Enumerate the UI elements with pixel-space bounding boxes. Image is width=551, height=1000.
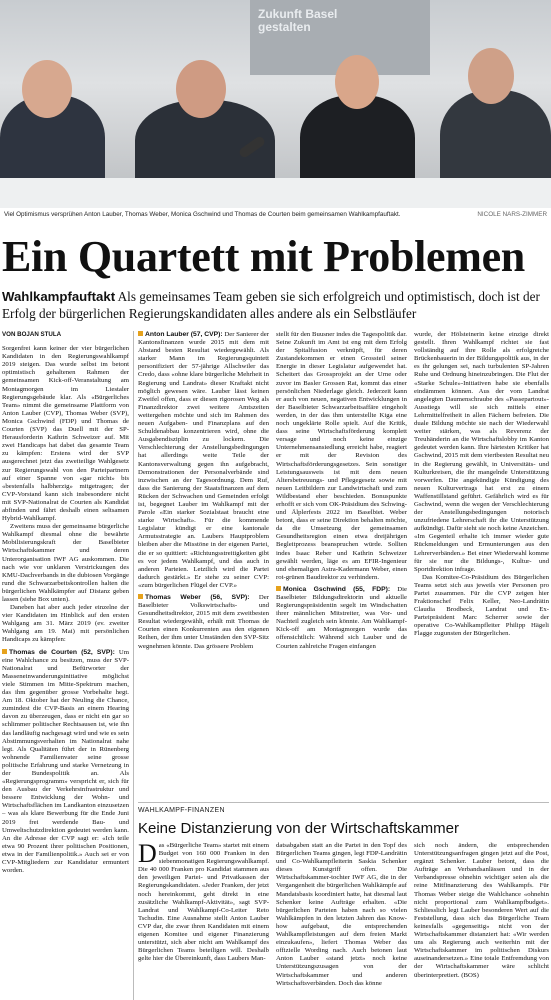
box-column-2 [276, 842, 407, 1000]
box-col3-paragraph [414, 842, 549, 980]
article-headline: Ein Quartett mit Problemen [2, 232, 525, 281]
box-col1-paragraph [138, 842, 269, 963]
candidate-name-lauber: Anton Lauber (57, CVP): [145, 331, 223, 338]
candidate-name-gschwind: Monica Gschwind (55, FDP): [283, 585, 391, 593]
candidate-name-weber: Thomas Weber (56, SVP): [145, 594, 250, 601]
lead-label: Wahlkampfauftakt [2, 289, 116, 304]
box-dropcap: D [138, 842, 157, 868]
photo-credit: NICOLE NARS-ZIMMER [477, 211, 547, 218]
photo-table [0, 178, 551, 208]
col3-paragraph-2 [276, 586, 407, 651]
column-1 [2, 331, 129, 1000]
photo-person-weber-head [176, 60, 226, 118]
caption-text: Viel Optimismus versprühen Anton Lauber, Thomas Weber, Monica Gschwind und Thomas de Courten beim gemeinsamen Wahlkampfauftakt. [4, 211, 401, 218]
byline: VON BOJAN STULA [2, 331, 62, 338]
column-divider [133, 331, 134, 1000]
box-col2-text: datsabgaben statt an die Partei in den Topf des Bürgerlichen Teams gingen, legt FDP-Landrätin und Co-Wahlkampfleiterin Saskia Schenker dieses Kunstgriff offen. Die Wirtschaftskammer-tochter IWF AG, die in der Vergangenheit die bürgerlichen Wahlkämpfe auf Mandatsbasis koordiniert hatte, hat diesmal laut Schenker keine Aufträge erhalten. «Die bürgerlichen Parteien haben nach so vielen Wahlkämpfen in den letzten Jahren das Know-how aufgebaut, die entsprechenden Wahlkampfleistungen auf dem freien Markt einzukaufen», liefert Thomas Weber das offizielle Wording nach. Auch betonen laut Anton Lauber «stand jetzt» noch keine Unterstützungszusagen von der Wirtschaftskammer und anderen Wirtschaftsverbänden. Doch das könne [276, 842, 407, 987]
box-signature: (BOS) [461, 971, 479, 979]
col2-paragraph-2-text: Der Baselbieter Volkswirtschafts- und Gesundheitsdirektor, 2015 mit dem zweitbesten Resultat wiedergewählt, erhält mit Thomas de Courten einen Konkurrenten aus den eigenen Reihen, der ihm unter Umständen den SVP-Sitz wegnehmen könnte. Das grössere Problem [138, 594, 269, 650]
col4-paragraph-2: Das Komitee-Co-Präsidium des Bürgerlichen Teams setzt sich aus jeweils vier Personen pro Partei zusammen. Für die CVP zeigen hier Fraktionschef Felix Keller, Neo-Landrätin Claudia Brodbeck, Landrat und Ex-Parteipräsident Marc Scherrer sowie der operative Co-Wahlkampfleiter Philipp Hägeli Flagge zugunsten der Bürgerlichen. [414, 573, 549, 638]
box-top-rule [138, 802, 549, 803]
col1-paragraph-1: Sorgenfrei kann keiner der vier bürgerlichen Kandidaten in den Regierungswahlkampf 2019 steigen. Das wurde selbst im betont optimistisch gehaltenen Rahmen der gemeinsamen Kick-off-Veranstaltung am Montagmorgen im Liestaler Regierungsgebäude klar. Als «Bürgerliches Team» nimmt die gemeinsame Plattform von Anton Lauber (CVP), Thomas Weber (SVP), Monica Gschwind (FDP) und Thomas de Courten (SVP) das Duell mit der SP-Herausforderin Kathrin Schweizer auf. Mit zwei Handicaps hat dabei das gesamte Team zu kämpfen: Erstens wird der SVP ausgerechnet jetzt das zweiteilige Wahlgesetz zur Regierungswahl von den Parteipartnern auf einer Spanne von «gar nicht» bis «bestenfalls halbherzig» mitgetragen; der CVP-Vorstand kann sich insbesondere nicht mit SVP-Nationalrat de Courten als Kandidat abfinden und fährt deshalb einen seltsamen Hybrid-Wahlkampf. [2, 345, 129, 523]
col2-paragraph-1-text: Der Sanierer der Kantonsfinanzen wurde 2015 mit dem mit Abstand besten Resultat wiedergewählt. Als starker Mann im Regierungsquintett personifiziert der 57-jährige Allschwiler das Credo, dass «ohne klare bürgerliche Mehrheit in Regierung und Landrat» dieser Kraftakt nicht möglich gewesen wäre. Lauber lässt keinen Zweifel offen, dass er diesen rigorosen Weg als Finanzdirektor zwei weitere Amtszeiten weitergehen möchte und sich im Rahmen des neuen Aufgaben- und Finanzplans auf den Schuldenabbau konzentrieren wird, ohne die Ausgabendisziplin zu lockern. Die Verschlechterung der Anstellungsbedingungen hat allerdings weite Teile der Kantonsverwaltung gegen ihn aufgebracht, Demonstrationen der Personalverbände sind inzwischen an der Tagesordnung. Dem Ruf, dass die Sanierung der Staatsfinanzen auf dem Rücken der Schwachen und Gemeinden erfolgt ist, begegnet Lauber im Wahlkampf mit der Parole «Ein starker Sozialstaat braucht eine starke Wirtschaft». Für die kommende Legislatur kündigt er eine kantonale Armutsstrategie an. Laubers Hauptproblem bleiben aber die Misstöne in der eigenen Partei, die er so quittiert: «Richtungsstreitigkeiten gibt es vor jedem Wahlkampf, und das auch in anderen Parteien. Letztlich wird die Partei dadurch gestärkt.» Er stehe zu seiner CVP: «zum bürgerlichen Flügel der CVP.» [138, 331, 269, 589]
candidate-name-decourten: Thomas de Courten (52, SVP): [9, 648, 115, 656]
col3-paragraph-2-text: Die Baselbieter Bildungsdirektorin und aktuelle Regierungspräsidentin segelt im Windschatten ihrer männlichen Mitstreiter, was Vor- und Nachteil zugleich sein könnte. Am Wahlkampf-Kick-off am Montagmorgen wurde das offensichtlich: Während sich Lauber und de Courten zahlreiche Fragen einfangen [276, 585, 407, 650]
box-kicker: WAHLKAMPF-FINANZEN [138, 807, 225, 814]
col1-paragraph-3: Daneben hat aber auch jeder einzelne der vier Kandidaten im Hinblick auf den ersten Wahlgang am 31. März 2019 (ev. zweiter Wahlgang am 19. Mai) mit persönlichen Handicaps zu kämpfen: [2, 604, 129, 644]
photo-person-decourten [440, 90, 551, 190]
bullet-square [138, 594, 143, 599]
box-column-3 [414, 842, 549, 1000]
photo-person-gschwind-head [335, 55, 379, 109]
photo-person-lauber-head [22, 60, 72, 118]
bullet-square [2, 649, 7, 654]
article-lead [2, 289, 549, 322]
column-4 [414, 331, 549, 799]
box-headline: Keine Distanzierung von der Wirtschaftskammer [138, 820, 459, 837]
article-photo [0, 0, 551, 208]
col4-paragraph-1: wurde, der Hölsteinerin keine einzige direkt gestellt. Ihren Wahlkampf richtet sie fast vollständig auf ihre Rolle als erfolgreiche Brückenbauerin in der Bildungspolitik aus, in der es ihr gelungen sei, nach turbulenten SP-Jahren Ruhe und Ordnung hineinzubringen. Die Flut der «Starke Schule»-Initiativen habe sie ebenfalls eindämmen können. Aus der vom Landrat angelegten Daumenschraube des «Passepartout»-Ausstiegs will sie sich mittels einer Lehrmittelfreiheit in allen Fächern befreien. Die duale Bildung möchte sie nach der Wiederwahl weiter stärken, was als Reverenz der Treuhänderin an die Wirtschaftslobby im Kanton gedeutet werden kann. Ihre härtesten Kritiker hat Gschwind, 2015 mit dem viertbesten Resultat neu in die Regierung gewählt, in Universitäts- und Kulturkreisen, die ihr mangelnde Unterstützung vorwerfen. Die angekündigte Kündigung des neuen Kulturvertrags hat erst zu einem Waffenstillstand geführt. Gefährlich wird es für Gschwind, wenn die wegen der Verschlechterung der Anstellungsbedingungen notorisch unzufriedene Lehrerschaft ihr die Unterstützung aufkündigt. Dafür sieht sie noch keine Anzeichen. «Im Gegenteil erhalte ich immer wieder gute Rückmeldungen und Ermunterungen aus den Lehrerverbänden.» Bei einer Wiederwahl komme für sie nur die Bildungs-, Kultur- und Sportdirektion infrage. [414, 331, 549, 573]
bullet-square [276, 586, 281, 591]
col3-paragraph-1: stellt für den Buusner indes die Tagespolitik dar. Seine Zukunft im Amt ist eng mit dem Erfolg der Spitalfusion verknüpft, für deren Zustandekommen er einen Grossteil seiner Energie in dieser Legislatur aufgewendet hat. Scheitert das Grossprojekt an der Urne oder zuvor im Basler Grossen Rat, kommt das einer persönlichen Niederlage gleich. Jederzeit kann er auch von neuen, negativen Entwicklungen in der Baselbieter Schwarzarbeitsaffäre eingeholt werden, in der das ihm unterstellte Kiga eine noch ungeklärte Rolle spielt. Auf die Kritik, dass seine Wirtschaftsförderung komplett versage und noch keine einzige Unternehmensansiedlung erreicht habe, reagiert er mit der Revision des Wirtschaftsförderungsgesetzes. Sein sonstiger Leistungsausweis ist mit dem neuen Altersbetreuungs- und Pflegegesetz sowie mit neuen Leitbildern zur Landwirtschaft und zum Wildbestand eher beschieden. Bonuspunkte erhofft er sich vom OK-Präsidium des Schwing- und Älplerfests 2022 im Baselbiet. Weber betont, dass er seine Direktion behalten möchte, da die Umsetzung der gemeinsamen Gesundheitsregion einen etwa dreijährigen Begleitprozess beanspruchen würde. Sollten indes Isaac Reber und Kathrin Schweizer gewählt werden, läge es am EFIR-Ingenieur und ehemaligen Astra-Kadermann Weber, einen rot-grünen Baudirektor zu verhindern. [276, 331, 407, 581]
photo-person-decourten-head [468, 48, 514, 104]
lead-text: Als gemeinsames Team geben sie sich erfolgreich und optimistisch, doch ist der Erfolg der bürgerlichen Regierungskandidaten alles andere als ein Selbstläufer [2, 289, 540, 321]
box-col3-text: sich noch ändern, die entsprechenden Unterstützungsanfragen gingen jetzt auf die Post, ergänzt Schenker. Lauber betont, dass die Aufträge an Verbandsanlässen und in der Verbandspresse ohnehin wichtiger seien als die reine Mitfinanzierung des Wahlkampfs. Für Thomas Weber steige die Wahlchance «ohnehin nicht proportional zum Wahlkampfbudget». Schliesslich legt Lauber besonderen Wert auf die Feststellung, dass sich das Bürgerliche Team keinesfalls «gegenseitig» nicht von der Wirtschaftskammer distanziert hat: «Wir werden uns als Regierung auch weiterhin mit der Wirtschaftskammer im politischen Diskurs auseinandersetzen.» Eine totale Entfremdung von der Wirtschaftskammer wäre schlicht überinterpretiert. [414, 842, 549, 979]
col1-paragraph-4-text: Um eine Wahlchance zu besitzen, muss der SVP-Nationalrat und Befürworter der Masseneinwanderungsinitiative möglichst viele Stimmen im Mitte-Spektrum machen, das ihm gegenüber grosse Vorbehalte hegt. Am 18. Oktober hat der Neuling die Chance, zumindest die CVP-Basis an einem Hearing davon zu überzeugen, dass er nicht ein gar so schlimmer politischer Rechtsausen ist, wie ihn das landläufig nachgesagt wird und wie es sein Abstimmungsverhalten im Nationalrat nahe legt. Als Qualitäten führt der in Rünenberg wohnende Familienvater seine grosse politische Erfahrung und starke Vernetzung in der Bundespolitik an. Als «Regierungsprogramm» verspricht er, sich für den Ausbau der Verkehrsinfrastruktur und bessere Entwicklung der Wohn- und Wirtschaftsflächen im Landkanton einzusetzen – was als klare Bewerbung für die Ende Juni 2019 frei werdende Bau- und Umweltschutzdirektion gedeutet werden kann. An die Adresse der CVP sagt er: «Ich teile etwa 90 Prozent ihrer politischen Positionen, etwa in der Familienpolitik.» Auch sei er von CVP-Mitgliedern zur Kandidatur ermuntert worden. [2, 648, 129, 875]
col2-paragraph-2 [138, 594, 269, 651]
photo-banner-text: Zukunft Basel gestalten [258, 7, 338, 34]
box-col1-text: as «Bürgerliche Team» startet mit einem Budget von 160 000 Franken in den siebenmonatigen Regierungswahlkampf. Die 40 000 Franken pro Kandidat stammen aus den jeweiligen Partei- und Privatkassen der Regierungskandidaten. «Jeder Franken, der jetzt noch hereinkommt, geht direkt in eine zusätzliche Wahlkampf-Aktivität», sagt SVP-Landrat und Wahlkampf-Co-Leiter Reto Tschudin. Eine Ausnahme stellt Anton Lauber CVP dar, die zwar ihren Kandidaten mit einem eigenen Komitee und eigener Finanzierung unterstützt, sich aber nicht am Wahlkampf des Bürgerlichen Teams beteiligen will. Deshalb gelte hier die Übereinkunft, dass Laubers Man- [138, 842, 269, 963]
column-3 [276, 331, 407, 799]
photo-caption [4, 211, 549, 218]
col1-paragraph-4 [2, 649, 129, 876]
bullet-square [138, 331, 143, 336]
col1-paragraph-2: Zweitens muss der gemeinsame bürgerliche Wahlkampf diesmal ohne die bewährte Mobilisierungskraft der Baselbieter Wirtschaftskammer und deren Unterorganisation IWF AG auskommen. Die nach wie vor unklaren Verstrickungen des KMU-Dachverbands in die dubiosen Vorgänge rund die Schwarzarbeitskontrollen halten die bürgerlichen Wahlkämpfer auf Distanz geben lassen (siehe Box unten). [2, 523, 129, 603]
box-column-1 [138, 842, 269, 1000]
column-2 [138, 331, 269, 799]
photo-person-gschwind [300, 95, 415, 190]
col2-paragraph-1 [138, 331, 269, 590]
